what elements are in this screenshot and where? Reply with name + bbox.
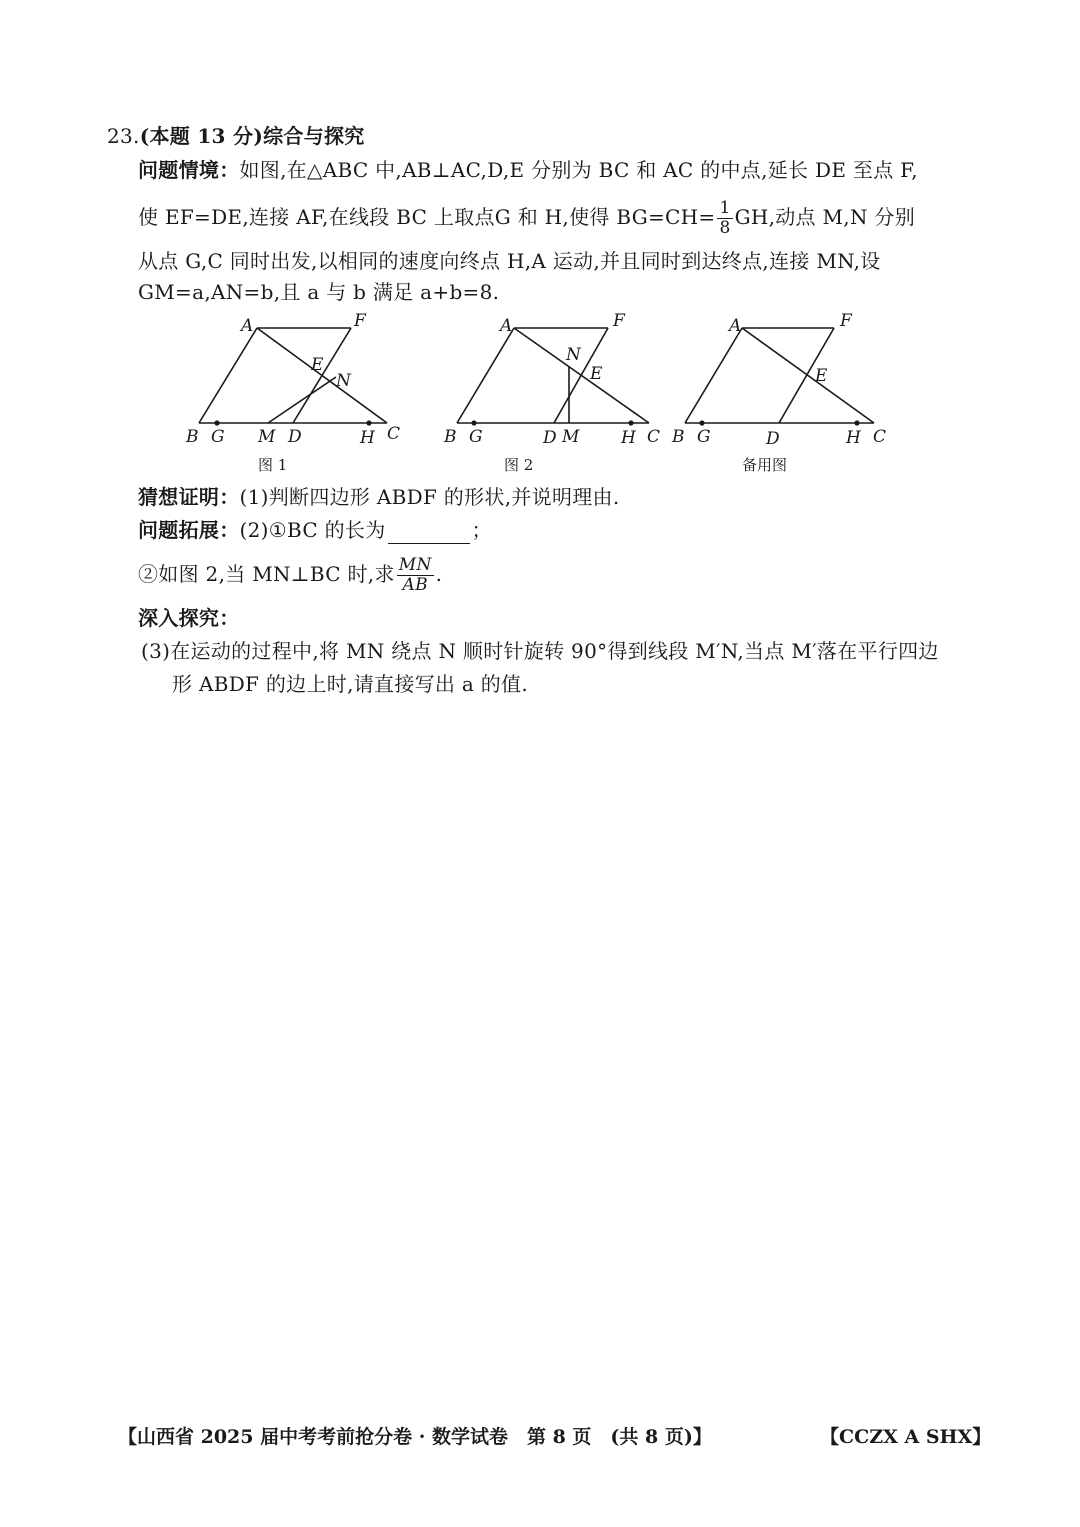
fig2-label-f: F — [613, 311, 625, 331]
situation-label: 问题情境： — [138, 158, 240, 182]
fig1-caption: 图 1 — [258, 456, 288, 474]
extend-label: 问题拓展： — [138, 518, 240, 542]
extend-end: ； — [471, 518, 492, 542]
situation-text-4: GM=a,AN=b,且 a 与 b 满足 a+b=8. — [138, 280, 500, 304]
figures-area — [0, 305, 1080, 480]
question-number: 23. — [107, 124, 140, 148]
fig2-label-g: G — [469, 427, 483, 447]
footer-left: 【山西省 2025 届中考考前抢分卷 · 数学试卷 第 8 页 (共 8 页)】 — [118, 1426, 712, 1448]
question-title: (本题 13 分)综合与探究 — [139, 124, 365, 148]
fraction-mn-denominator: AB — [402, 575, 428, 595]
part-2b-end: . — [435, 562, 443, 586]
question-header — [107, 122, 365, 150]
fig2-label-a: A — [500, 316, 513, 336]
situation-text-2b: GH,动点 M,N 分别 — [734, 205, 916, 229]
fig1-label-g: G — [211, 427, 225, 447]
fig2-label-b: B — [444, 427, 457, 447]
fig2-point-h — [628, 420, 633, 425]
fig1-point-g — [214, 420, 219, 425]
part-2b-text: ②如图 2,当 MN⊥BC 时,求 — [138, 562, 395, 586]
part-3-line-1 — [141, 637, 939, 665]
situation-text-3: 从点 G,C 同时出发,以相同的速度向终点 H,A 运动,并且同时到达终点,连接 MN,设 — [138, 249, 881, 273]
fig3-label-c: C — [873, 427, 887, 447]
fig3-label-e: E — [815, 366, 828, 386]
fig2-point-g — [471, 420, 476, 425]
fig1-label-m: M — [258, 427, 276, 447]
fig3-point-g — [699, 420, 704, 425]
guess-text: (1)判断四边形 ABDF 的形状,并说明理由. — [239, 485, 620, 509]
fig3-label-b: B — [672, 427, 685, 447]
extend-text: (2)①BC 的长为 — [239, 518, 386, 542]
guess-label: 猜想证明： — [138, 485, 240, 509]
part-1-line — [138, 483, 620, 511]
fig2-label-c: C — [647, 427, 661, 447]
fig1-label-a: A — [241, 316, 254, 336]
part-3-text-2: 形 ABDF 的边上时,请直接写出 a 的值. — [172, 672, 529, 696]
fig2-label-d: D — [543, 428, 557, 448]
situation-text-1: 如图,在△ABC 中,AB⊥AC,D,E 分别为 BC 和 AC 的中点,延长 DE 至点 F, — [239, 158, 918, 182]
fig3-point-h — [854, 420, 859, 425]
fraction-one-eighth — [717, 199, 732, 238]
fig1-label-c: C — [387, 424, 401, 444]
fig2-label-m: M — [562, 427, 580, 447]
fig3-label-f: F — [840, 311, 852, 331]
situation-line-2 — [138, 199, 915, 238]
fig1-label-e: E — [311, 355, 324, 375]
fig3-label-g: G — [697, 427, 711, 447]
deep-label: 深入探究： — [138, 606, 240, 630]
fraction-numerator: 1 — [719, 198, 731, 218]
fig3-label-d: D — [766, 429, 780, 449]
fig2-label-n: N — [566, 345, 581, 365]
part-2b-line — [138, 556, 442, 595]
fig1-label-d: D — [288, 427, 302, 447]
part-2a-line — [138, 516, 492, 544]
situation-line-3 — [138, 247, 881, 275]
figure-1-lines — [199, 328, 387, 423]
fig1-label-n: N — [336, 371, 351, 391]
fig1-label-h: H — [360, 428, 375, 448]
fig3-caption: 备用图 — [742, 456, 788, 474]
fig1-label-b: B — [186, 427, 199, 447]
fraction-mn-numerator: MN — [398, 555, 432, 575]
fig3-label-a: A — [729, 316, 742, 336]
fig2-label-e: E — [590, 364, 603, 384]
deep-label-line — [138, 604, 240, 632]
fig3-label-h: H — [846, 428, 861, 448]
fig1-label-f: F — [354, 311, 366, 331]
part-3-text-1: (3)在运动的过程中,将 MN 绕点 N 顺时针旋转 90°得到线段 M′N,当点 M′落在平行四边 — [141, 639, 939, 663]
footer-right: 【CCZX A SHX】 — [820, 1426, 992, 1448]
figure-3-lines — [685, 328, 874, 423]
situation-line-1 — [138, 156, 918, 184]
fraction-denominator: 8 — [719, 218, 731, 238]
fraction-mn-ab — [397, 556, 434, 595]
fig2-caption: 图 2 — [504, 456, 534, 474]
fig1-point-h — [366, 420, 371, 425]
situation-line-4 — [138, 278, 499, 306]
figure-2-lines — [457, 328, 649, 423]
answer-blank[interactable] — [388, 523, 470, 544]
situation-text-2a: 使 EF=DE,连接 AF,在线段 BC 上取点G 和 H,使得 BG=CH= — [138, 205, 716, 229]
fig2-label-h: H — [621, 428, 636, 448]
part-3-line-2 — [172, 670, 528, 698]
